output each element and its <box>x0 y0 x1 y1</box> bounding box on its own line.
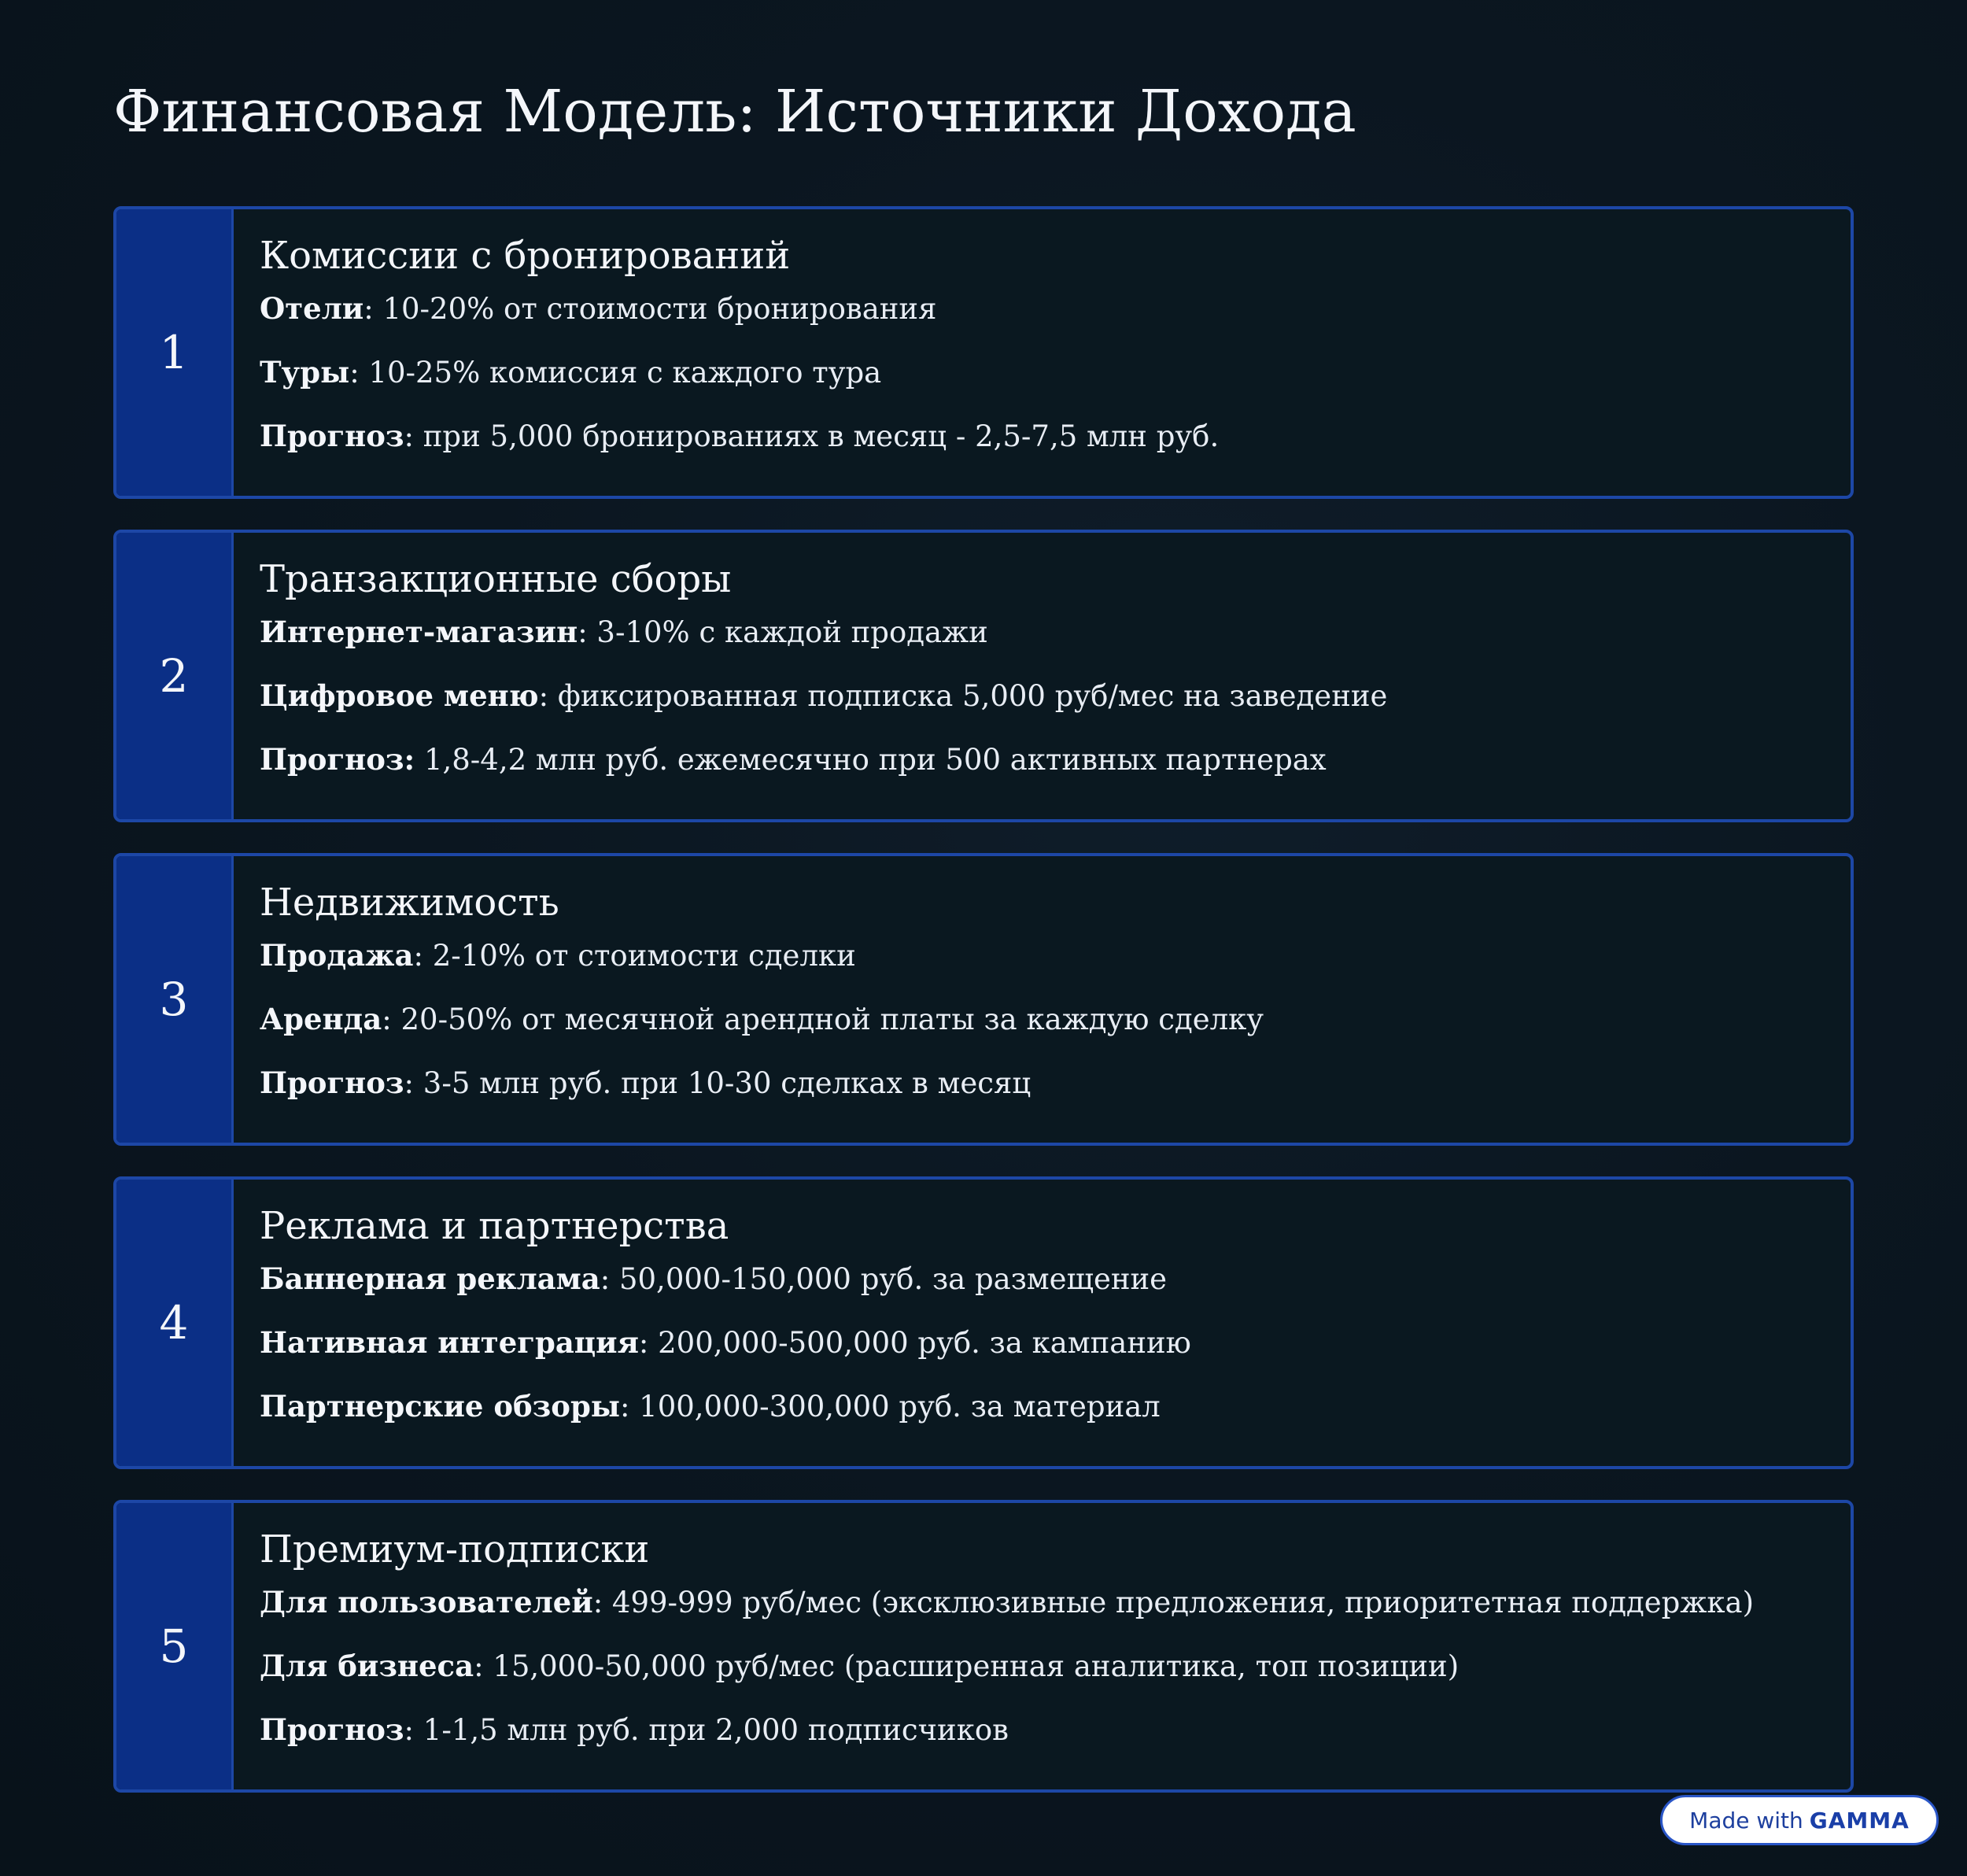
revenue-card-5 <box>113 1500 1854 1793</box>
card-line <box>260 936 1851 975</box>
card-line-label: Отели <box>260 291 364 326</box>
revenue-card-2 <box>113 530 1854 822</box>
revenue-card-1 <box>113 206 1854 499</box>
card-line-text: : 100,000-300,000 руб. за материал <box>619 1390 1161 1424</box>
card-line-text: : при 5,000 бронированиях в месяц - 2,5-7,5 млн руб. <box>404 419 1220 453</box>
card-number: 4 <box>116 1180 234 1466</box>
card-line-label: Прогноз <box>260 1712 404 1747</box>
card-line <box>260 1711 1851 1749</box>
card-line-label: Для бизнеса <box>260 1649 474 1683</box>
card-body <box>234 209 1851 496</box>
card-body <box>234 856 1851 1143</box>
card-line-text: : 3-5 млн руб. при 10-30 сделках в месяц <box>404 1066 1031 1100</box>
revenue-card-3 <box>113 853 1854 1146</box>
card-line-text: : 2-10% от стоимости сделки <box>413 939 856 973</box>
card-number: 1 <box>116 209 234 496</box>
card-line-label: Нативная интеграция <box>260 1325 639 1360</box>
revenue-cards-list <box>113 206 1854 1823</box>
card-line-label: Прогноз <box>260 419 404 453</box>
card-line <box>260 740 1851 779</box>
card-line <box>260 1260 1851 1298</box>
card-line-text: : 15,000-50,000 руб/мес (расширенная аналитика, топ позиции) <box>474 1649 1460 1683</box>
card-line <box>260 613 1851 652</box>
badge-prefix: Made with <box>1689 1807 1803 1834</box>
card-line-text: : 10-25% комиссия с каждого тура <box>349 356 882 390</box>
card-title: Недвижимость <box>260 881 559 925</box>
card-line-text: : 50,000-150,000 руб. за размещение <box>600 1262 1168 1296</box>
card-line-text: : 200,000-500,000 руб. за кампанию <box>638 1326 1191 1360</box>
card-line <box>260 417 1851 456</box>
card-line <box>260 1000 1851 1039</box>
card-line <box>260 1064 1851 1102</box>
card-line-label: Продажа <box>260 938 414 973</box>
card-body <box>234 1503 1851 1789</box>
card-line-text: : 10-20% от стоимости бронирования <box>364 292 937 326</box>
page-title: Финансовая Модель: Источники Дохода <box>113 78 1356 146</box>
card-line <box>260 1387 1851 1426</box>
card-line <box>260 1647 1851 1686</box>
card-line-label: Партнерские обзоры <box>260 1389 620 1424</box>
card-title: Комиссии с бронирований <box>260 234 791 278</box>
card-line-label: Баннерная реклама <box>260 1261 600 1296</box>
card-body <box>234 533 1851 819</box>
card-line-text: : 1-1,5 млн руб. при 2,000 подписчиков <box>404 1713 1009 1747</box>
revenue-card-4 <box>113 1176 1854 1469</box>
card-number: 3 <box>116 856 234 1143</box>
card-number: 2 <box>116 533 234 819</box>
card-line-text: : 499-999 руб/мес (эксклюзивные предложения, приоритетная поддержка) <box>592 1586 1755 1619</box>
card-number: 5 <box>116 1503 234 1789</box>
card-line-text: : 3-10% с каждой продажи <box>578 615 988 649</box>
card-line-label: Цифровое меню <box>260 678 539 713</box>
card-body <box>234 1180 1851 1466</box>
card-line-label: Для пользователей <box>260 1585 593 1619</box>
card-title: Премиум-подписки <box>260 1527 650 1571</box>
card-line <box>260 353 1851 392</box>
card-line-text: : 20-50% от месячной арендной платы за каждую сделку <box>382 1003 1264 1036</box>
card-line <box>260 677 1851 715</box>
made-with-gamma-badge[interactable] <box>1660 1795 1939 1845</box>
card-line-label: Интернет-магазин <box>260 615 578 649</box>
card-title: Транзакционные сборы <box>260 557 732 601</box>
card-line-label: Прогноз <box>260 1065 404 1100</box>
card-line-text: : фиксированная подписка 5,000 руб/мес на заведение <box>538 679 1388 713</box>
card-title: Реклама и партнерства <box>260 1204 729 1248</box>
card-line <box>260 290 1851 328</box>
card-line-label: Прогноз: <box>260 742 415 777</box>
card-line <box>260 1583 1851 1622</box>
card-line <box>260 1324 1851 1362</box>
card-line-label: Аренда <box>260 1002 382 1036</box>
card-line-text: 1,8-4,2 млн руб. ежемесячно при 500 активных партнерах <box>415 743 1327 777</box>
card-line-label: Туры <box>260 355 350 390</box>
gamma-logo: GAMMA <box>1809 1807 1910 1834</box>
